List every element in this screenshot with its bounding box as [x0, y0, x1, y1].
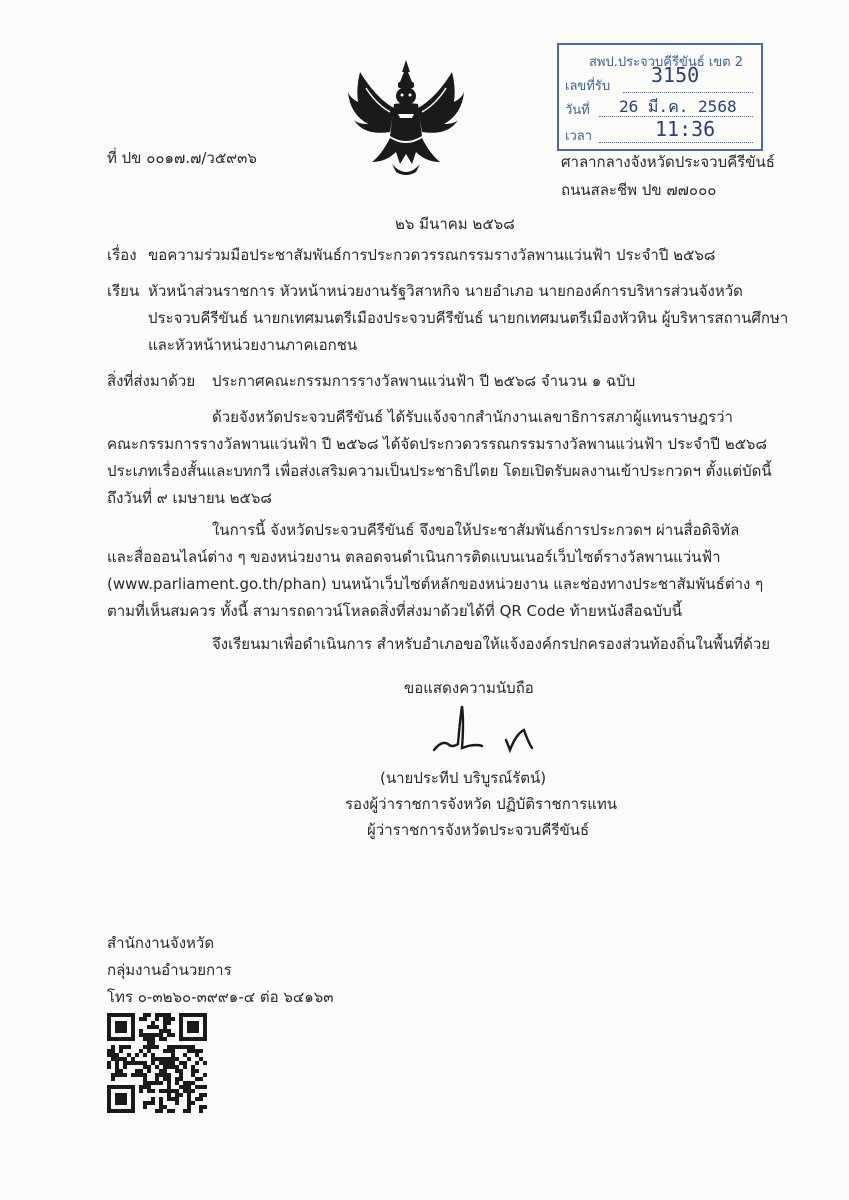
- signer-title-2: ผู้ว่าราชการจังหวัดประจวบคีรีขันธ์: [367, 821, 590, 839]
- subject-label: เรื่อง: [107, 246, 137, 264]
- para1-line-1: ด้วยจังหวัดประจวบคีรีขันธ์ ได้รับแจ้งจากสำนักงานเลขาธิการสภาผู้แทนราษฎรว่า: [212, 408, 733, 426]
- closing: ขอแสดงความนับถือ: [404, 679, 534, 697]
- garuda-emblem-icon: [346, 58, 466, 180]
- to-line-1: หัวหน้าส่วนราชการ หัวหน้าหน่วยงานรัฐวิสาหกิจ นายอำเภอ นายกองค์การบริหารส่วนจังหวัด: [148, 282, 743, 300]
- stamp-time-label: เวลา: [565, 129, 593, 144]
- enclosure-text: ประกาศคณะกรรมการรางวัลพานแว่นฟ้า ปี ๒๕๖๘ จำนวน ๑ ฉบับ: [212, 372, 636, 390]
- subject-text: ขอความร่วมมือประชาสัมพันธ์การประกวดวรรณกรรมรางวัลพานแว่นฟ้า ประจำปี ๒๕๖๘: [148, 246, 716, 264]
- enclosure-label: สิ่งที่ส่งมาด้วย: [107, 372, 196, 390]
- signer-name: (นายประทีป บริบูรณ์รัตน์): [380, 769, 547, 787]
- para1-line-3: ประเภทเรื่องสั้นและบทกวี เพื่อส่งเสริมความเป็นประชาธิปไตย โดยเปิดรับผลงานเข้าประกวดฯ ตั้งแต่บัดนี้: [107, 462, 772, 480]
- signer-title-1: รองผู้ว่าราชการจังหวัด ปฏิบัติราชการแทน: [345, 795, 618, 813]
- signature-image: [428, 700, 538, 758]
- office-line-1: สำนักงานจังหวัด: [107, 934, 215, 952]
- to-line-2: ประจวบคีรีขันธ์ นายกเทศมนตรีเมืองประจวบคีรีขันธ์ นายกเทศมนตรีเมืองหัวหิน ผู้บริหารสถานศึกษา: [148, 309, 789, 327]
- office-line-2: กลุ่มงานอำนวยการ: [107, 961, 232, 979]
- stamp-header: สพป.ประจวบคีรีขันธ์ เขต 2: [589, 55, 743, 70]
- stamp-recv-label: เลขที่รับ: [565, 79, 611, 94]
- address-line-1: ศาลากลางจังหวัดประจวบคีรีขันธ์: [561, 153, 775, 171]
- office-phone: โทร ๐-๓๒๖๐-๓๙๙๑-๔ ต่อ ๖๔๑๖๓: [107, 988, 334, 1006]
- to-line-3: และหัวหน้าหน่วยงานภาคเอกชน: [148, 336, 358, 354]
- receipt-stamp: [557, 43, 763, 151]
- document-number: ที่ ปข ๐๐๑๗.๗/ว๕๙๓๖: [107, 149, 257, 167]
- stamp-time-value: 11:36: [655, 117, 716, 141]
- stamp-date-label: วันที่: [565, 103, 590, 118]
- address-line-2: ถนนสละชีพ ปข ๗๗๐๐๐: [561, 181, 717, 199]
- para1-line-4: ถึงวันที่ ๙ เมษายน ๒๕๖๘: [107, 489, 272, 507]
- para3: จึงเรียนมาเพื่อดำเนินการ สำหรับอำเภอขอให้แจ้งองค์กรปกครองส่วนท้องถิ่นในพื้นที่ด้วย: [212, 635, 771, 653]
- para1-line-2: คณะกรรมการรางวัลพานแว่นฟ้า ปี ๒๕๖๘ ได้จัดประกวดวรรณกรรมรางวัลพานแว่นฟ้า ประจำปี ๒๕๖๘: [107, 435, 768, 453]
- stamp-date-value: 26 มี.ค. 2568: [619, 97, 737, 116]
- para2-line-4: ตามที่เห็นสมควร ทั้งนี้ สามารถดาวน์โหลดสิ่งที่ส่งมาด้วยได้ที่ QR Code ท้ายหนังสือฉบับนี้: [107, 602, 682, 620]
- para2-line-1: ในการนี้ จังหวัดประจวบคีรีขันธ์ จึงขอให้ประชาสัมพันธ์การประกวดฯ ผ่านสื่อดิจิทัล: [212, 521, 740, 539]
- para2-line-2: และสื่อออนไลน์ต่าง ๆ ของหน่วยงาน ตลอดจนดำเนินการติดแบนเนอร์เว็บไซต์รางวัลพานแว่นฟ้า: [107, 548, 721, 566]
- qr-code-icon: [107, 1013, 207, 1113]
- to-label: เรียน: [107, 282, 140, 300]
- para2-line-3: (www.parliament.go.th/phan) บนหน้าเว็บไซต์หลักของหน่วยงาน และช่องทางประชาสัมพันธ์ต่าง ๆ: [107, 575, 764, 593]
- stamp-recv-no: 3150: [651, 63, 700, 87]
- document-date: ๒๖ มีนาคม ๒๕๖๘: [395, 215, 515, 233]
